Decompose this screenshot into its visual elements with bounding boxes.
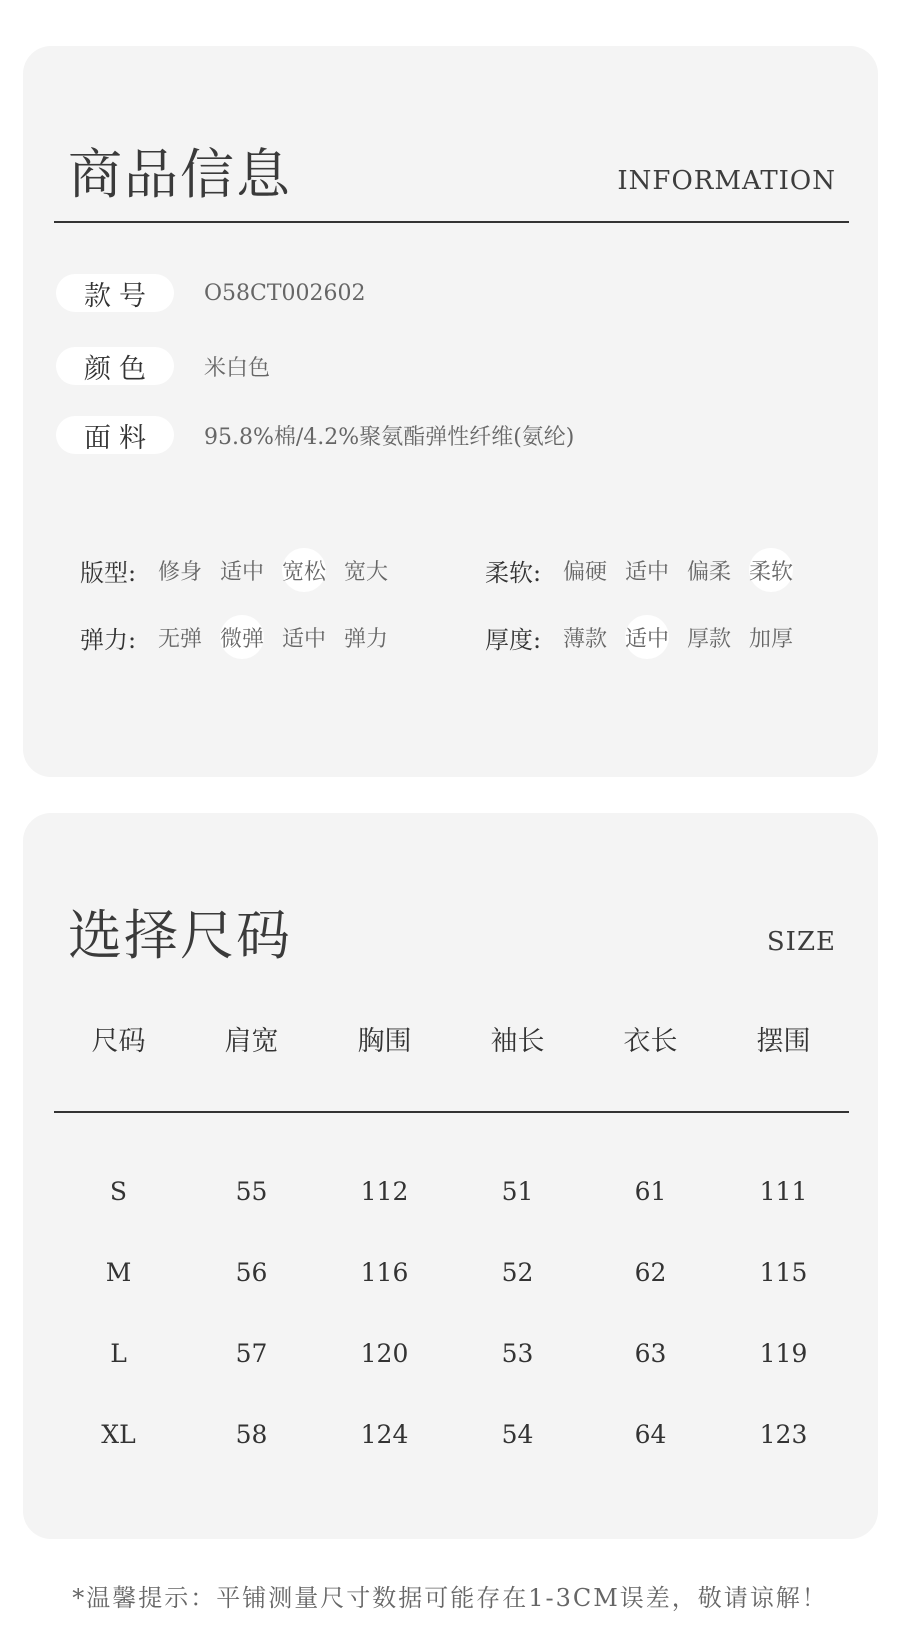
table-cell: 112 xyxy=(360,1177,409,1206)
attr-option: 适中 xyxy=(220,559,265,585)
measurement-note: *温馨提示：平铺测量尺寸数据可能存在1-3CM误差，敬请谅解！ xyxy=(72,1584,828,1612)
info-title-en: INFORMATION xyxy=(617,166,836,196)
attr-option: 偏柔 xyxy=(687,559,732,585)
size-chart-card xyxy=(23,813,878,1539)
table-cell: 115 xyxy=(759,1258,808,1287)
table-cell: 64 xyxy=(634,1420,667,1449)
spec-row-color xyxy=(56,347,270,385)
table-cell: 61 xyxy=(634,1177,667,1206)
attr-option: 适中 xyxy=(625,559,670,585)
table-cell: 63 xyxy=(634,1339,667,1368)
attr-label-softness: 柔软: xyxy=(485,558,542,587)
table-row xyxy=(52,1151,852,1232)
product-info-card xyxy=(23,46,878,777)
table-cell: 58 xyxy=(235,1420,268,1449)
table-cell: M xyxy=(105,1258,132,1287)
table-cell: S xyxy=(109,1177,128,1206)
attr-option: 薄款 xyxy=(563,626,608,652)
attr-option-selected: 适中 xyxy=(625,622,687,653)
table-cell: L xyxy=(110,1339,127,1368)
attr-label-fit: 版型: xyxy=(80,558,137,587)
size-title: 选择尺码 xyxy=(68,904,292,967)
table-cell: 111 xyxy=(759,1177,808,1206)
attr-elasticity xyxy=(80,613,406,661)
spec-row-style-no xyxy=(56,274,366,312)
table-cell: 57 xyxy=(235,1339,268,1368)
size-divider xyxy=(54,1111,849,1113)
table-row xyxy=(52,1394,852,1475)
size-title-en: SIZE xyxy=(766,927,836,957)
header-cell: 衣长 xyxy=(623,1025,678,1057)
attr-option: 厚款 xyxy=(687,626,732,652)
table-cell: 56 xyxy=(235,1258,268,1287)
header-cell: 袖长 xyxy=(490,1025,545,1057)
table-cell: XL xyxy=(101,1420,136,1449)
table-cell: 62 xyxy=(634,1258,667,1287)
spec-row-fabric xyxy=(56,416,574,454)
attr-option: 偏硬 xyxy=(563,559,608,585)
spec-value-color: 米白色 xyxy=(204,355,271,381)
attr-softness xyxy=(485,546,811,594)
table-cell: 124 xyxy=(360,1420,409,1449)
size-table-body xyxy=(52,1151,852,1475)
attr-option: 宽大 xyxy=(344,559,389,585)
header-cell: 摆围 xyxy=(756,1025,811,1057)
table-cell: 123 xyxy=(759,1420,808,1449)
spec-label-fabric: 面料 xyxy=(56,416,174,454)
table-cell: 53 xyxy=(501,1339,534,1368)
attr-option: 适中 xyxy=(282,626,327,652)
attr-fit xyxy=(80,546,406,594)
header-cell: 肩宽 xyxy=(224,1025,279,1057)
table-cell: 51 xyxy=(501,1177,534,1206)
attr-label-thickness: 厚度: xyxy=(485,625,542,654)
size-table-header xyxy=(52,1003,852,1073)
table-cell: 119 xyxy=(759,1339,808,1368)
header-cell: 胸围 xyxy=(357,1025,412,1057)
header-cell: 尺码 xyxy=(91,1025,146,1057)
table-cell: 120 xyxy=(360,1339,409,1368)
info-title: 商品信息 xyxy=(68,143,292,206)
attr-label-elasticity: 弹力: xyxy=(80,625,137,654)
attr-option: 修身 xyxy=(158,559,203,585)
info-divider xyxy=(54,221,849,223)
attr-option: 加厚 xyxy=(749,626,794,652)
table-cell: 52 xyxy=(501,1258,534,1287)
attr-thickness xyxy=(485,613,811,661)
table-cell: 116 xyxy=(360,1258,409,1287)
attr-option: 无弹 xyxy=(158,626,203,652)
spec-label-color: 颜色 xyxy=(56,347,174,385)
attr-option-selected: 微弹 xyxy=(220,622,282,653)
size-table xyxy=(52,1003,852,1475)
table-cell: 54 xyxy=(501,1420,534,1449)
attr-option-selected: 柔软 xyxy=(749,555,811,586)
table-row xyxy=(52,1313,852,1394)
spec-label-style-no: 款号 xyxy=(56,274,174,312)
spec-value-style-no: O58CT002602 xyxy=(204,280,366,306)
spec-value-fabric: 95.8%棉/4.2%聚氨酯弹性纤维(氨纶) xyxy=(204,424,575,450)
table-cell: 55 xyxy=(235,1177,268,1206)
table-row xyxy=(52,1232,852,1313)
attr-option: 弹力 xyxy=(344,626,389,652)
attr-option-selected: 宽松 xyxy=(282,555,344,586)
